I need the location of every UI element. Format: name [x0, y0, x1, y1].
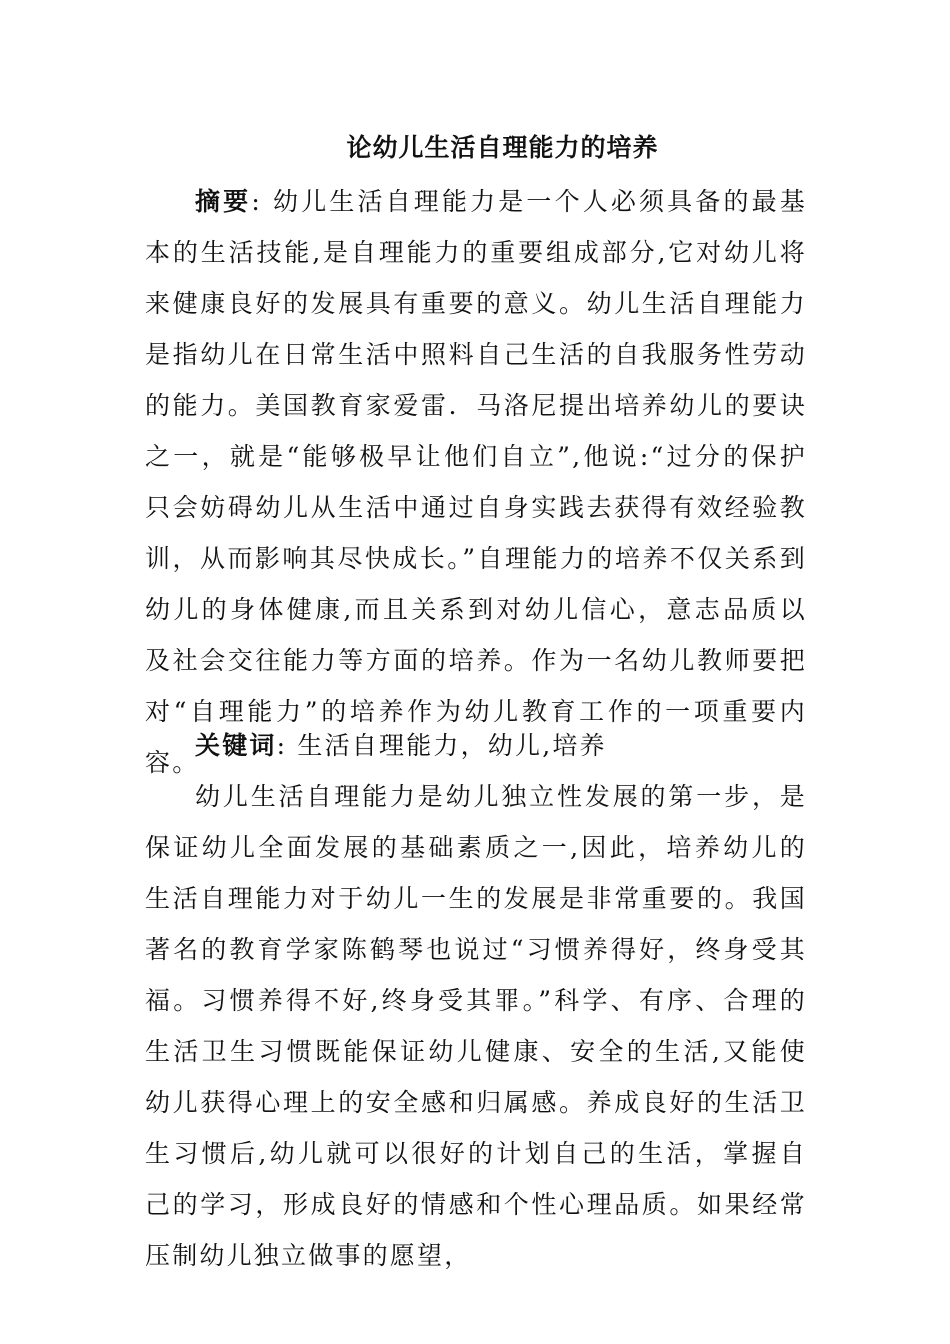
abstract-text: 幼儿生活自理能力是一个人必须具备的最基本的生活技能,是自理能力的重要组成部分,它对幼儿将来健康良好的发展具有重要的意义。幼儿生活自理能力是指幼儿在日常生活中照料自己生活的自我服务性劳动的能力。美国教育家爱雷．马洛尼提出培养幼儿的要诀之一，就是“能够极早让他们自立”,他说:“过分的保护只会妨碍幼儿从生活中通过自身实践去获得有效经验教训，从而影响其尽快成长。”自理能力的培养不仅关系到幼儿的身体健康,而且关系到对幼儿信心，意志品质以及社会交往能力等方面的培养。作为一名幼儿教师要把对“自理能力”的培养作为幼儿教育工作的一项重要内容。	[145, 187, 807, 777]
body-paragraph: 幼儿生活自理能力是幼儿独立性发展的第一步，是保证幼儿全面发展的基础素质之一,因此，培养幼儿的生活自理能力对于幼儿一生的发展是非常重要的。我国著名的教育学家陈鹤琴也说过“习惯养得好，终身受其福。习惯养得不好,终身受其罪。”科学、有序、合理的生活卫生习惯既能保证幼儿健康、安全的生活,又能使幼儿获得心理上的安全感和归属感。养成良好的生活卫生习惯后,幼儿就可以很好的计划自己的生活，掌握自己的学习，形成良好的情感和个性心理品质。如果经常压制幼儿独立做事的愿望，	[145, 782, 807, 1270]
keywords-separator: :	[276, 731, 288, 760]
abstract-paragraph	[145, 176, 807, 788]
keywords-paragraph	[145, 720, 807, 771]
abstract-separator: :	[251, 187, 262, 216]
keywords-text: 生活自理能力，幼儿,培养	[297, 731, 607, 760]
abstract-label: 摘要	[195, 187, 252, 216]
document-title: 论幼儿生活自理能力的培养	[346, 133, 659, 162]
keywords-label: 关键词	[195, 731, 277, 760]
